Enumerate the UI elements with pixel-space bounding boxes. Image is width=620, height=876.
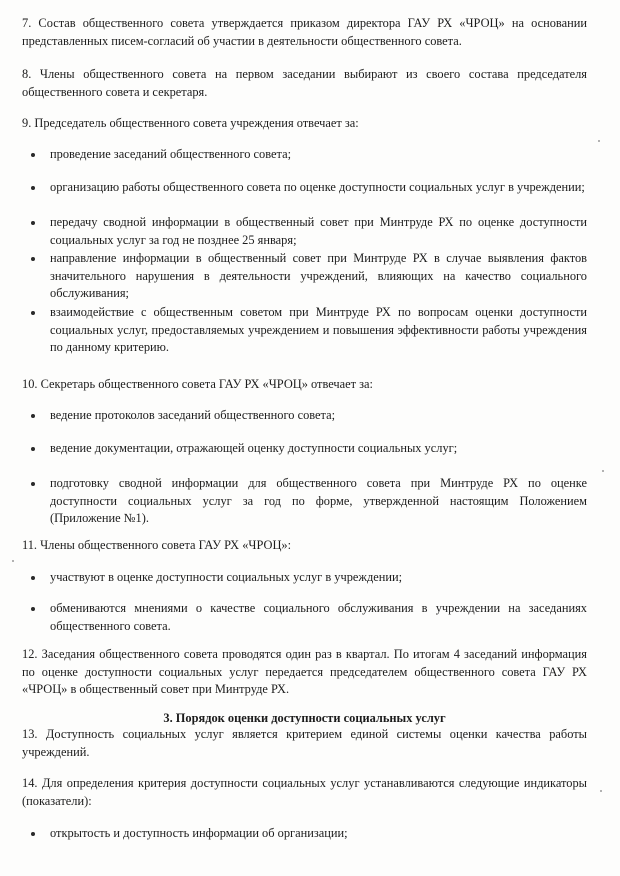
bullet-marker [31,257,35,261]
paragraph-8: 8. Члены общественного совета на первом заседании выбирают из своего состава председателя общественного совета и секретаря. [22,67,587,99]
list-item: открытость и доступность информации об организации; [50,826,348,840]
scan-speck [12,560,14,562]
list-item: подготовку сводной информации для общественного совета при Минтруде РХ по оценке доступности социальных услуг за год по форме, утвержденной настоящим Положением (Приложение №1). [50,476,587,525]
list-item: передачу сводной информации в общественный совет при Минтруде РХ по оценке доступности социальных услуг за год не позднее 25 января; [50,215,587,247]
paragraph-7: 7. Состав общественного совета утверждается приказом директора ГАУ РХ «ЧРОЦ» на основании представленных писем-согласий об участии в деятельности общественного совета. [22,16,587,48]
bullet-marker [31,482,35,486]
bullet-marker [31,607,35,611]
bullet-marker [31,414,35,418]
scan-speck [602,470,604,472]
list-item: проведение заседаний общественного совета; [50,147,292,161]
list-item: направление информации в общественный совет при Минтруде РХ в случае выявления фактов значительного нарушения в деятельности учреждений, влияющих на качество социального обслуживания; [50,251,587,300]
bullet-marker [31,576,35,580]
list-item: организацию работы общественного совета по оценке доступности социальных услуг в учреждении; [50,180,585,194]
bullet-marker [31,832,35,836]
list-item: ведение протоколов заседаний общественного совета; [50,408,336,422]
list-item: взаимодействие с общественным советом при Минтруде РХ по вопросам оценки доступности социальных услуг, предоставляемых учреждением и повышения эффективности работы учреждения по данному критерию. [50,305,587,354]
scan-speck [600,790,602,792]
bullet-marker [31,153,35,157]
paragraph-10: 10. Секретарь общественного совета ГАУ РХ «ЧРОЦ» отвечает за: [22,377,374,391]
list-item: ведение документации, отражающей оценку доступности социальных услуг; [50,441,458,455]
paragraph-12: 12. Заседания общественного совета проводятся один раз в квартал. По итогам 4 заседаний информация по оценке доступности социальных услуг передается председателем общественного совета ГАУ РХ «ЧРОЦ» в общественный совет при Минтруде РХ. [22,647,587,696]
section-heading: 3. Порядок оценки доступности социальных услуг [163,711,446,725]
paragraph-14: 14. Для определения критерия доступности социальных услуг устанавливаются следующие индикаторы (показатели): [22,776,587,808]
paragraph-11: 11. Члены общественного совета ГАУ РХ «ЧРОЦ»: [22,538,292,552]
bullet-marker [31,221,35,225]
bullet-marker [31,447,35,451]
paragraph-13: 13. Доступность социальных услуг является критерием единой системы оценки качества работы учреждений. [22,727,587,759]
list-item: обмениваются мнениями о качестве социального обслуживания в учреждении на заседаниях общественного совета. [50,601,587,633]
bullet-marker [31,311,35,315]
list-item: участвуют в оценке доступности социальных услуг в учреждении; [50,570,403,584]
scan-speck [598,140,600,142]
paragraph-9: 9. Председатель общественного совета учреждения отвечает за: [22,116,359,130]
bullet-marker [31,186,35,190]
